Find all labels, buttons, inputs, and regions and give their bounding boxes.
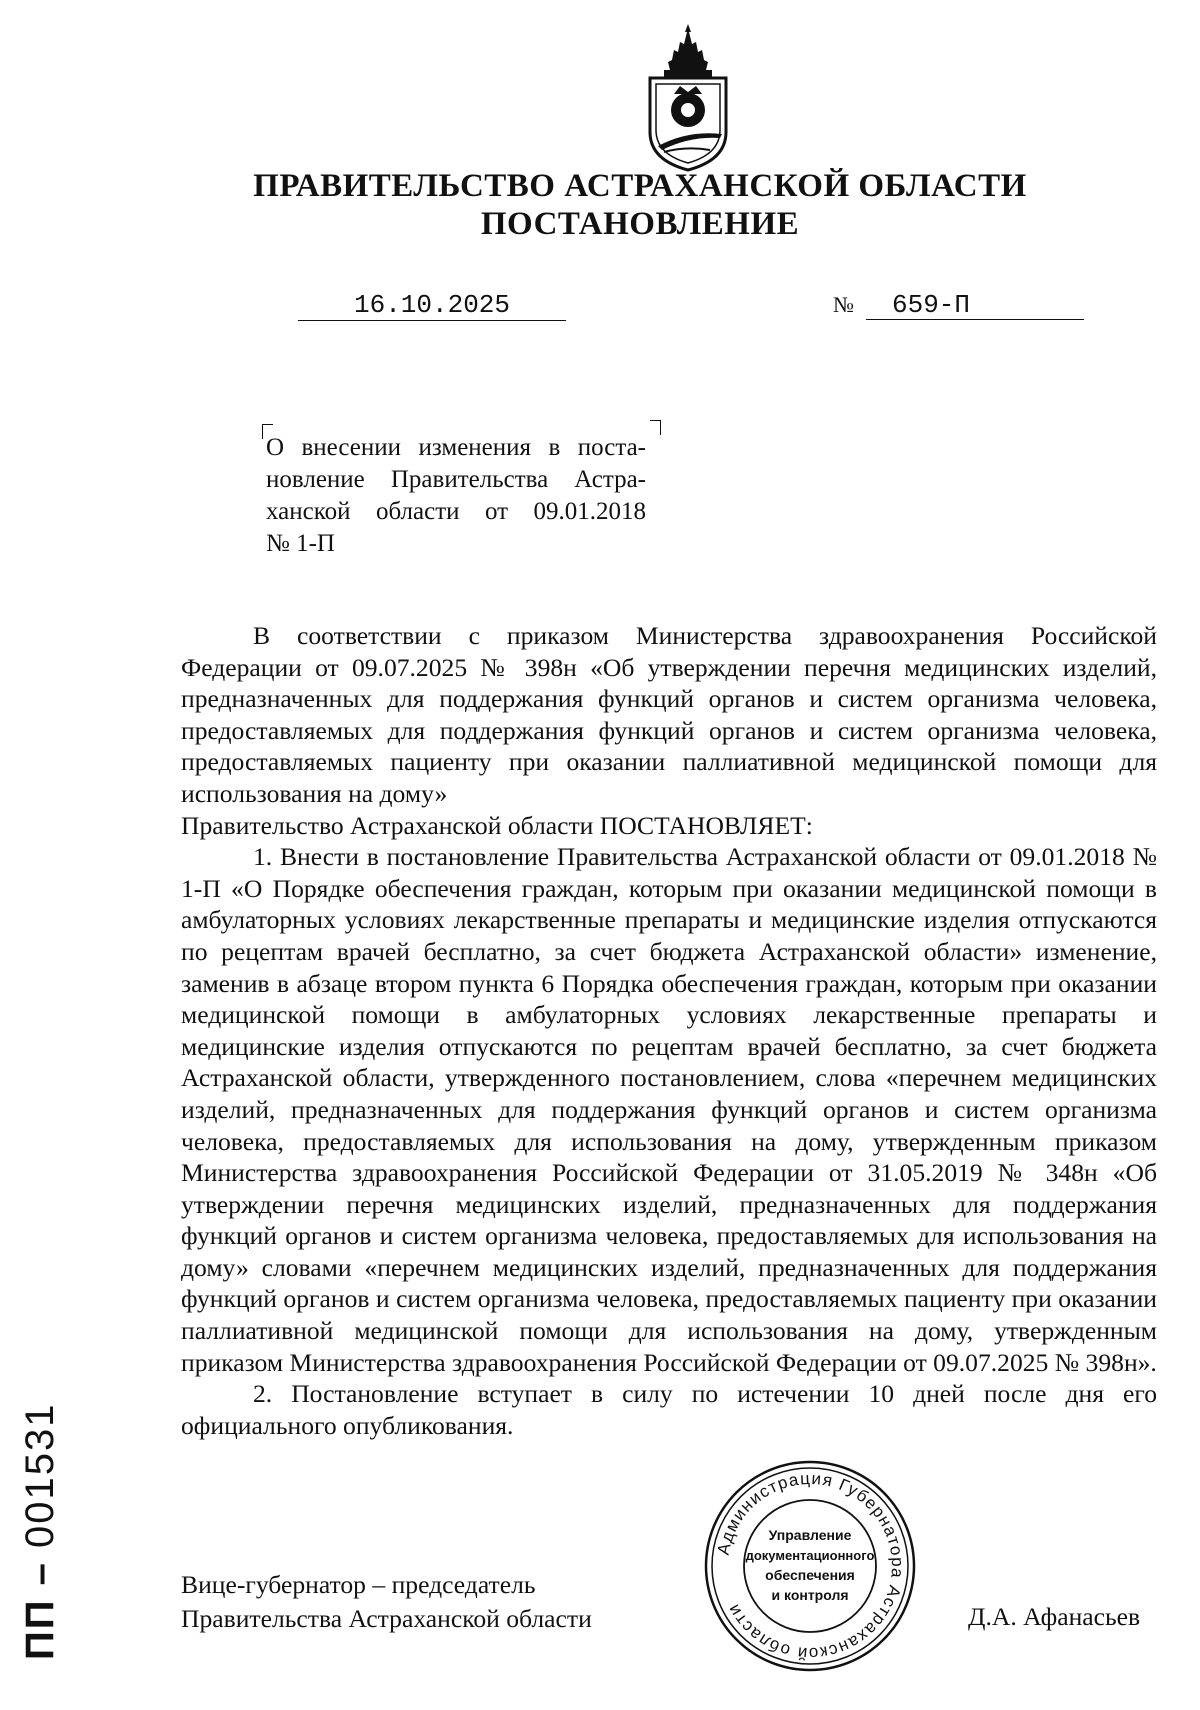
stamp-line: обеспечения — [765, 1567, 855, 1583]
document-body — [181, 620, 1157, 1441]
coat-of-arms-emblem — [640, 22, 736, 172]
document-number: 659-П — [866, 290, 1084, 320]
document-type-title: ПОСТАНОВЛЕНИЕ — [480, 206, 800, 242]
registration-code — [18, 1400, 62, 1660]
subject-line: О внесении изменения в поста- — [266, 434, 646, 461]
subject-line: № 1-П — [266, 530, 335, 557]
svg-text:Администрация Губернатора Астр — [714, 1469, 907, 1663]
stamp-line: Управление — [768, 1527, 852, 1543]
subject-line: новление Правительства Астра- — [266, 466, 646, 493]
official-stamp — [700, 1456, 920, 1676]
stamp-line: документационного — [745, 1548, 875, 1563]
resolution-line: Правительство Астраханской области ПОСТАНОВЛЯЕТ: — [181, 810, 813, 840]
subject-bracket-right — [650, 420, 661, 435]
signatory-position — [181, 1568, 592, 1636]
item-1-paragraph: 1. Внести в постановление Правительства Астраханской области от 09.01.2018 № 1-П «О Порядке обеспечения граждан, которым при оказании медицинской помощи в амбулаторных условиях лекарственные препараты и медицинские изделия отпускаются по рецептам врачей бесплатно, за счет бюджета Астраханской области» изменение, заменив в абзаце втором пункта 6 Порядка обеспечения граждан, которым при оказании медицинской помощи в амбулаторных условиях лекарственные препараты и медицинские изделия отпускаются по рецептам врачей бесплатно, за счет бюджета Астраханской области, утвержденного постановлением, слова «перечнем медицинских изделий, предназначенных для поддержания функций органов и систем организма человека, предоставляемых для использования на дому, утвержденным приказом Министерства здравоохранения Российской Федерации от 31.05.2019 № 348н «Об утверждении перечня медицинских изделий, предназначенных для поддержания функций органов и систем организма человека, предоставляемых для использования на дому» словами «перечнем медицинских изделий, предназначенных для поддержания функций органов и систем организма человека, предоставляемых пациенту при оказании паллиативной медицинской помощи для использования на дому, утвержденным приказом Министерства здравоохранения Российской Федерации от 09.07.2025 № 398н». — [181, 842, 1157, 1377]
position-line: Вице-губернатор – председатель — [181, 1570, 536, 1599]
document-date: 16.10.2025 — [298, 290, 566, 321]
registration-prefix: ПП – — [18, 1561, 62, 1660]
item-2-paragraph: 2. Постановление вступает в силу по истечении 10 дней после дня его официального опубликования. — [181, 1379, 1157, 1440]
issuer-title: ПРАВИТЕЛЬСТВО АСТРАХАНСКОЙ ОБЛАСТИ — [253, 168, 1027, 204]
document-subject — [266, 432, 646, 560]
stamp-outer-text: Администрация Губернатора Астраханской области — [713, 1468, 908, 1664]
position-line: Правительства Астраханской области — [181, 1604, 592, 1633]
stamp-line: и контроля — [771, 1587, 849, 1603]
signatory-name: Д.А. Афанасьев — [968, 1602, 1141, 1631]
number-label: № — [833, 292, 854, 317]
preamble-paragraph: В соответствии с приказом Министерства здравоохранения Российской Федерации от 09.07.2025 № 398н «Об утверждении перечня медицинских изделий, предназначенных для поддержания функций органов и систем организма человека, предоставляемых для поддержания функций органов и систем организма человека, предоставляемых пациенту при оказании паллиативной медицинской помощи для использования на дому» — [181, 621, 1157, 808]
subject-line: ханской области от 09.01.2018 — [266, 498, 646, 525]
registration-number: 001531 — [18, 1402, 62, 1549]
